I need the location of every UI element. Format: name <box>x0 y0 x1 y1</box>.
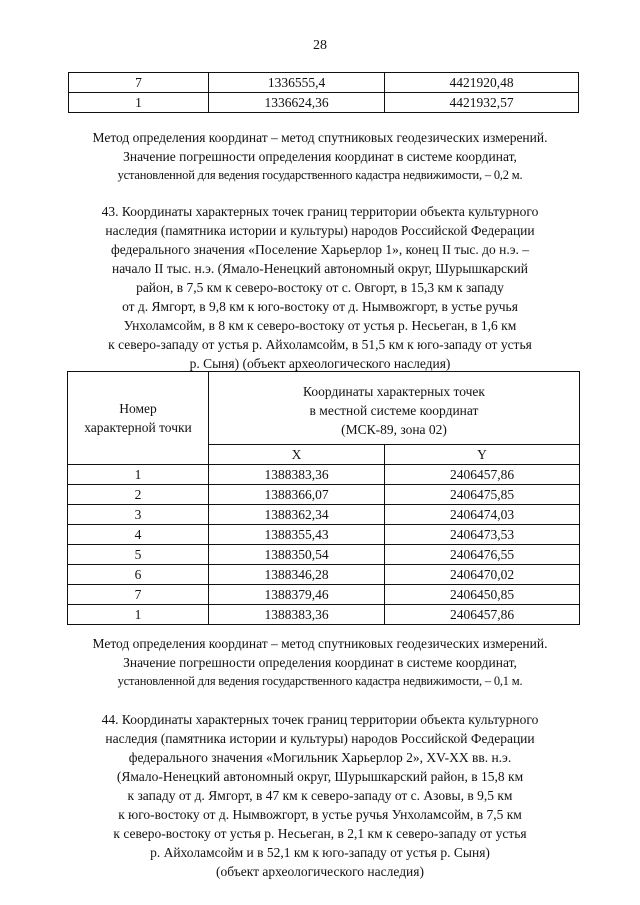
paragraph-line: наследия (памятника истории и культуры) народов Российской Федерации <box>105 731 535 746</box>
paragraph-line: р. Айхоламсойм и в 52,1 км к юго-западу от устья р. Сыня) <box>150 845 490 860</box>
table-row <box>68 585 580 605</box>
table-row <box>68 605 580 625</box>
x-coordinate-cell: 1388366,07 <box>209 485 385 505</box>
table-row <box>68 505 580 525</box>
table-row <box>68 545 580 565</box>
point-number-header <box>68 372 209 465</box>
point-number-cell: 1 <box>68 465 209 485</box>
y-coordinate-cell: 2406470,02 <box>385 565 580 585</box>
y-coordinate-cell: 2406476,55 <box>385 545 580 565</box>
x-coordinate-cell: 1388355,43 <box>209 525 385 545</box>
x-column-header: X <box>209 445 385 465</box>
note-line: Метод определения координат – метод спутниковых геодезических измерений. <box>92 130 548 145</box>
point-number-cell: 5 <box>68 545 209 565</box>
accuracy-note-1 <box>0 128 640 185</box>
x-coordinate-cell: 1388383,36 <box>209 465 385 485</box>
paragraph-line: (Ямало-Ненецкий автономный округ, Шурышкарский район, в 15,8 км <box>116 769 524 784</box>
paragraph-line: р. Сыня) (объект археологического наследия) <box>189 356 451 371</box>
note-line: установленной для ведения государственного кадастра недвижимости, – 0,2 м. <box>117 168 523 182</box>
x-coordinate-cell: 1388379,46 <box>209 585 385 605</box>
point-number-cell: 7 <box>69 73 209 93</box>
x-coordinate-cell: 1388350,54 <box>209 545 385 565</box>
table-row <box>69 93 579 113</box>
paragraph-line: федерального значения «Могильник Харьерлор 2», XV-XX вв. н.э. <box>128 750 512 765</box>
paragraph-line: наследия (памятника истории и культуры) народов Российской Федерации <box>105 223 535 238</box>
header-line: характерной точки <box>84 420 192 435</box>
y-coordinate-cell: 4421932,57 <box>385 93 579 113</box>
note-line: Метод определения координат – метод спутниковых геодезических измерений. <box>92 636 548 651</box>
y-coordinate-cell: 2406473,53 <box>385 525 580 545</box>
page-number: 28 <box>313 38 327 53</box>
paragraph-line: начало II тыс. н.э. (Ямало-Ненецкий автономный округ, Шурышкарский <box>111 261 528 276</box>
y-coordinate-cell: 4421920,48 <box>385 73 579 93</box>
paragraph-line: 43. Координаты характерных точек границ территории объекта культурного <box>101 204 539 219</box>
paragraph-line: район, в 7,5 км к северо-востоку от с. Овгорт, в 15,3 км к западу <box>136 280 504 295</box>
accuracy-note-2 <box>0 634 640 691</box>
note-line: установленной для ведения государственного кадастра недвижимости, – 0,1 м. <box>117 674 523 688</box>
x-coordinate-cell: 1336555,4 <box>209 73 385 93</box>
table-row <box>68 465 580 485</box>
point-number-cell: 4 <box>68 525 209 545</box>
note-line: Значение погрешности определения координат в системе координат, <box>123 149 517 164</box>
paragraph-line: 44. Координаты характерных точек границ территории объекта культурного <box>101 712 539 727</box>
paragraph-line: (объект археологического наследия) <box>216 864 424 879</box>
table-row <box>68 525 580 545</box>
paragraph-line: к северо-западу от устья р. Айхоламсойм, в 51,5 км к юго-западу от устья <box>108 337 532 352</box>
section-44-description <box>0 710 640 881</box>
paragraph-line: Унхоламсойм, в 8 км к северо-востоку от устья р. Несьеган, в 1,6 км <box>123 318 517 333</box>
coordinates-table-43 <box>67 371 580 625</box>
point-number-cell: 2 <box>68 485 209 505</box>
table-row <box>69 73 579 93</box>
x-coordinate-cell: 1388383,36 <box>209 605 385 625</box>
y-coordinate-cell: 2406475,85 <box>385 485 580 505</box>
table-row <box>68 565 580 585</box>
header-line: (МСК-89, зона 02) <box>341 421 447 437</box>
x-coordinate-cell: 1336624,36 <box>209 93 385 113</box>
y-coordinate-cell: 2406457,86 <box>385 605 580 625</box>
y-coordinate-cell: 2406474,03 <box>385 505 580 525</box>
note-line: Значение погрешности определения координат в системе координат, <box>123 655 517 670</box>
x-coordinate-cell: 1388362,34 <box>209 505 385 525</box>
x-coordinate-cell: 1388346,28 <box>209 565 385 585</box>
table-header-row <box>68 372 580 445</box>
header-line: Номер <box>119 401 157 416</box>
paragraph-line: к западу от д. Ямгорт, в 47 км к северо-западу от с. Азовы, в 9,5 км <box>127 788 513 803</box>
point-number-cell: 7 <box>68 585 209 605</box>
point-number-cell: 1 <box>68 605 209 625</box>
section-43-description <box>0 202 640 373</box>
table-row <box>68 485 580 505</box>
paragraph-line: федерального значения «Поселение Харьерлор 1», конец II тыс. до н.э. – <box>110 242 530 257</box>
y-coordinate-cell: 2406457,86 <box>385 465 580 485</box>
point-number-cell: 6 <box>68 565 209 585</box>
paragraph-line: к северо-востоку от устья р. Несьеган, в 2,1 км к северо-западу от устья <box>113 826 527 841</box>
paragraph-line: к юго-востоку от д. Нымвожгорт, в устье ручья Унхоламсойм, в 7,5 км <box>118 807 522 822</box>
header-line: Координаты характерных точек <box>303 383 485 399</box>
paragraph-line: от д. Ямгорт, в 9,8 км к юго-востоку от д. Нымвожгорт, в устье ручья <box>122 299 518 314</box>
y-coordinate-cell: 2406450,85 <box>385 585 580 605</box>
y-column-header: Y <box>385 445 580 465</box>
point-number-cell: 1 <box>69 93 209 113</box>
point-number-cell: 3 <box>68 505 209 525</box>
coordinates-table-continuation <box>68 72 579 113</box>
header-line: в местной системе координат <box>309 402 479 418</box>
coordinates-header <box>209 372 580 445</box>
